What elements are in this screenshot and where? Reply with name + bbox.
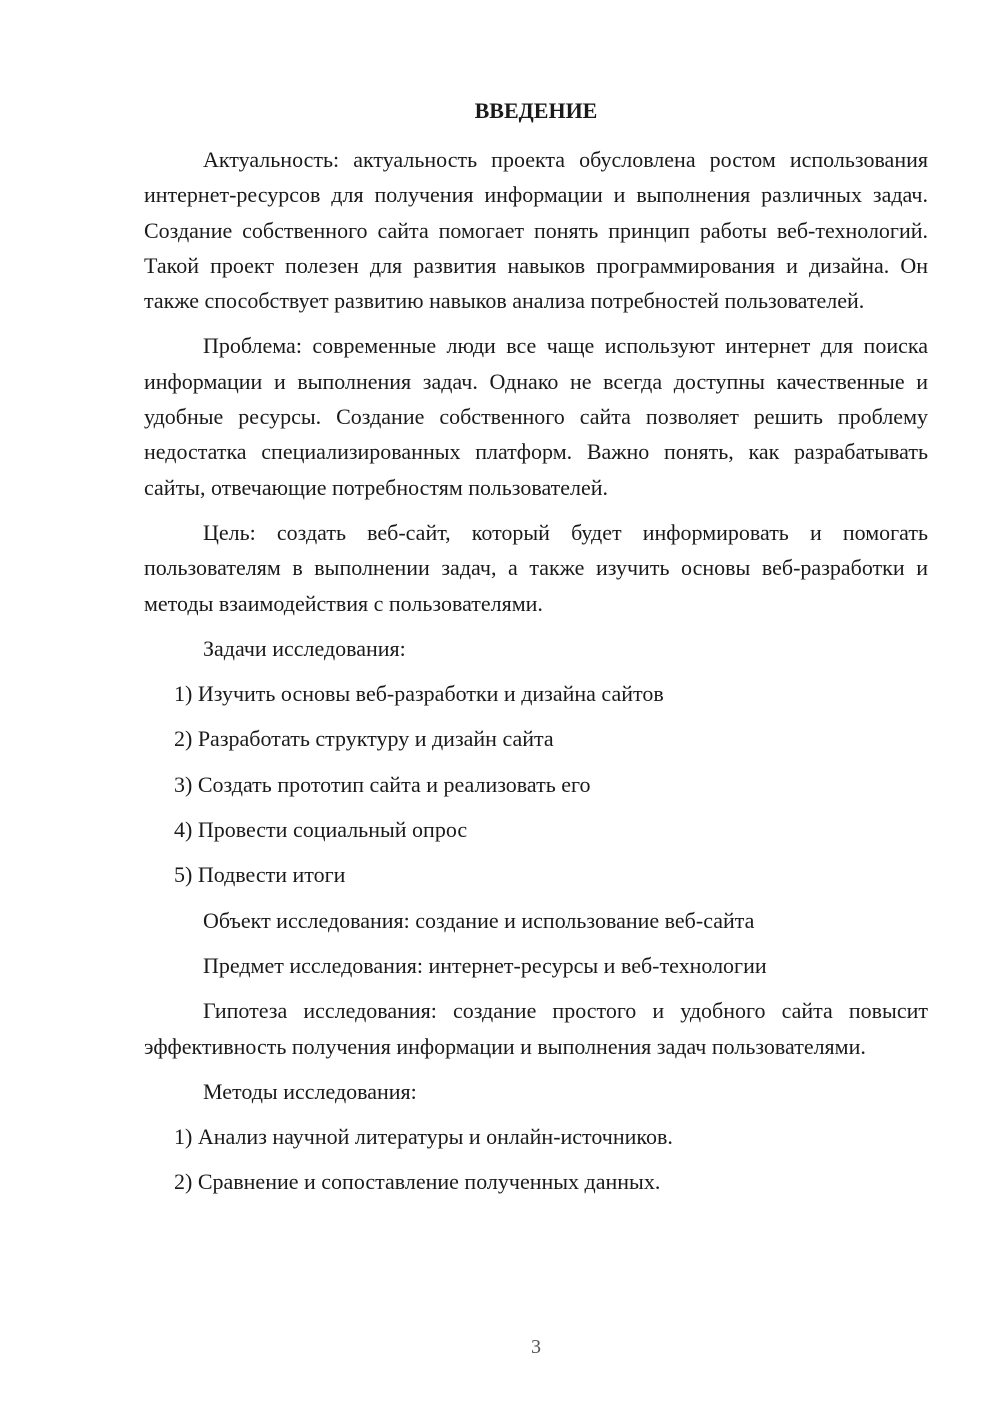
- task-item: 4) Провести социальный опрос: [174, 817, 468, 843]
- goal-paragraph: Цель: создать веб-сайт, который будет информировать и помогать пользователям в выполнении задач, а также изучить основы веб-разработки и методы взаимодействия с пользователями.: [144, 519, 928, 616]
- research-subject: Предмет исследования: интернет-ресурсы и веб-технологии: [203, 952, 767, 978]
- method-item: 2) Сравнение и сопоставление полученных данных.: [174, 1169, 661, 1195]
- task-item: 1) Изучить основы веб-разработки и дизайна сайтов: [174, 681, 664, 707]
- task-item: 2) Разработать структуру и дизайн сайта: [174, 726, 554, 752]
- hypothesis-paragraph: Гипотеза исследования: создание простого и удобного сайта повысит эффективность получения информации и выполнения задач пользователями.: [144, 998, 928, 1059]
- section-body: [144, 142, 928, 1210]
- page-number: 3: [531, 1336, 541, 1358]
- task-item: 3) Создать прототип сайта и реализовать его: [174, 771, 591, 797]
- section-title: ВВЕДЕНИЕ: [474, 98, 598, 123]
- problem-paragraph: Проблема: современные люди все чаще используют интернет для поиска информации и выполнения задач. Однако не всегда доступны качественные и удобные ресурсы. Создание собственного сайта позволяет решить проблему недостатка специализированных платформ. Важно понять, как разрабатывать сайты, отвечающие потребностям пользователей.: [144, 333, 928, 500]
- tasks-heading: Задачи исследования:: [203, 635, 406, 661]
- task-item: 5) Подвести итоги: [174, 862, 346, 888]
- research-object: Объект исследования: создание и использование веб-сайта: [203, 907, 755, 933]
- relevance-paragraph: Актуальность: актуальность проекта обусловлена ростом использования интернет-ресурсов для получения информации и выполнения различных задач. Создание собственного сайта помогает понять принцип работы веб-технологий. Такой проект полезен для развития навыков программирования и дизайна. Он также способствует развитию навыков анализа потребностей пользователей.: [144, 147, 928, 314]
- method-item: 1) Анализ научной литературы и онлайн-источников.: [174, 1124, 673, 1150]
- methods-heading: Методы исследования:: [203, 1078, 417, 1104]
